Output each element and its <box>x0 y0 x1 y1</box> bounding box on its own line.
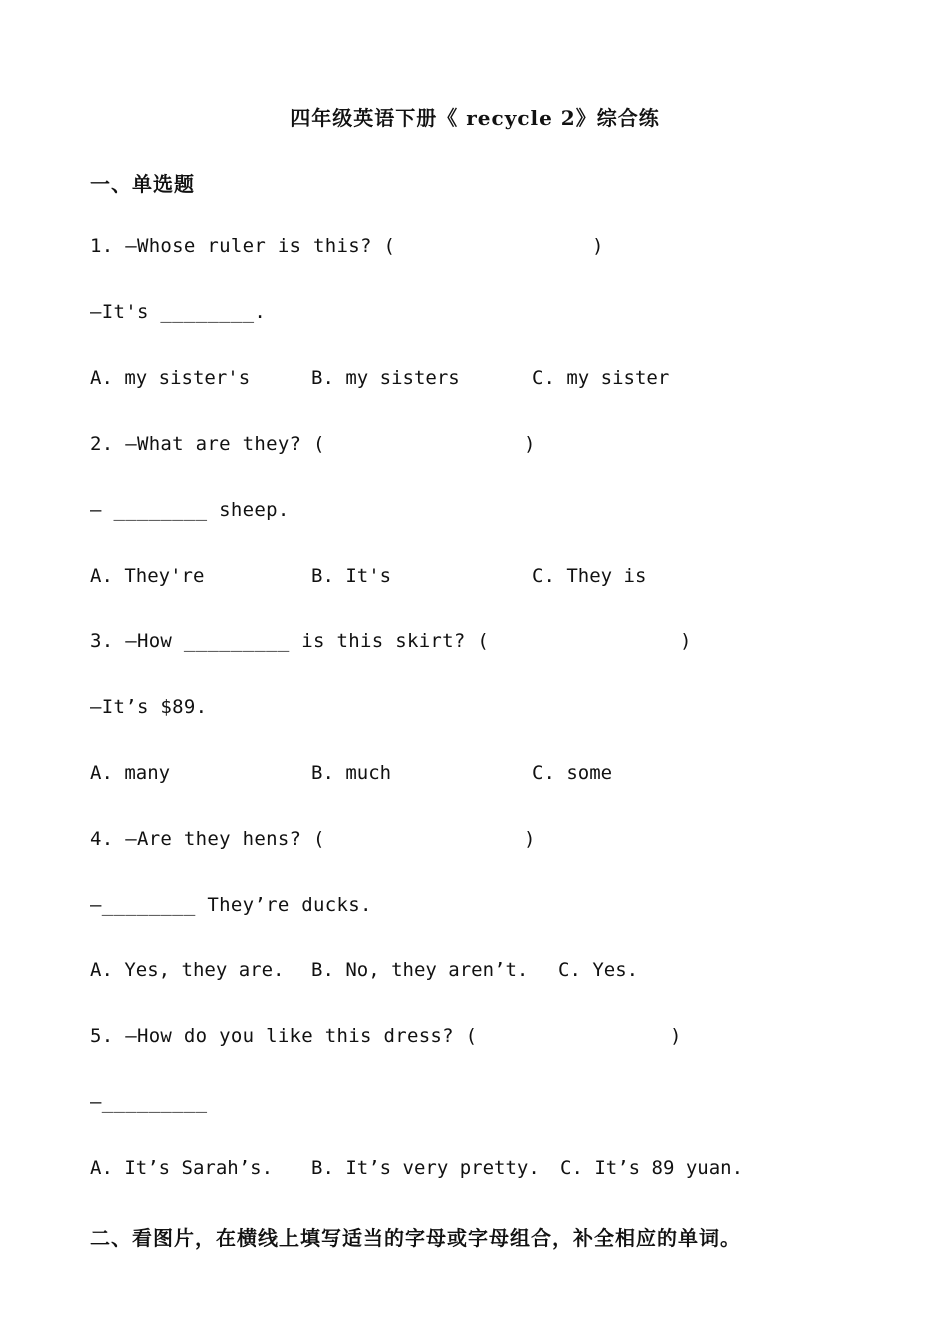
question-3-option-c[interactable]: C. some <box>532 762 613 784</box>
question-4-stem: 4. —Are they hens? ( <box>90 828 325 850</box>
question-4-answer-paren[interactable]: ) <box>524 828 536 850</box>
question-2-option-a[interactable]: A. They're <box>90 565 205 587</box>
question-4-option-b[interactable]: B. No, they aren’t. <box>311 959 529 981</box>
question-5-stem: 5. —How do you like this dress? ( <box>90 1025 478 1047</box>
question-5-option-b[interactable]: B. It’s very pretty. <box>311 1157 540 1179</box>
question-3-answer-paren[interactable]: ) <box>680 630 692 652</box>
question-4-option-a[interactable]: A. Yes, they are. <box>90 959 285 981</box>
question-3-reply: —It’s $89. <box>90 696 208 718</box>
section-heading-single-choice: 一、单选题 <box>90 172 195 196</box>
question-3-option-a[interactable]: A. many <box>90 762 171 784</box>
question-2-option-c[interactable]: C. They is <box>532 565 647 587</box>
question-2-reply: — ________ sheep. <box>90 499 290 521</box>
question-1-stem: 1. —Whose ruler is this? ( <box>90 235 396 257</box>
question-3-stem: 3. —How _________ is this skirt? ( <box>90 630 490 652</box>
question-1-reply: —It's ________. <box>90 301 267 323</box>
question-2-stem: 2. —What are they? ( <box>90 433 325 455</box>
question-5-reply: —_________ <box>90 1091 208 1113</box>
question-1-option-c[interactable]: C. my sister <box>532 367 670 389</box>
question-1-option-a[interactable]: A. my sister's <box>90 367 251 389</box>
question-4-reply: —________ They’re ducks. <box>90 894 372 916</box>
question-2-answer-paren[interactable]: ) <box>524 433 536 455</box>
question-5-option-a[interactable]: A. It’s Sarah’s. <box>90 1157 274 1179</box>
section-heading-fill-letters: 二、看图片，在横线上填写适当的字母或字母组合，补全相应的单词。 <box>90 1226 741 1250</box>
question-1-option-b[interactable]: B. my sisters <box>311 367 460 389</box>
question-5-answer-paren[interactable]: ) <box>670 1025 682 1047</box>
question-4-option-c[interactable]: C. Yes. <box>558 959 639 981</box>
page-title: 四年级英语下册《 recycle 2》综合练 <box>290 106 660 130</box>
question-1-answer-paren[interactable]: ) <box>592 235 604 257</box>
question-5-option-c[interactable]: C. It’s 89 yuan. <box>560 1157 744 1179</box>
question-3-option-b[interactable]: B. much <box>311 762 392 784</box>
question-2-option-b[interactable]: B. It's <box>311 565 392 587</box>
